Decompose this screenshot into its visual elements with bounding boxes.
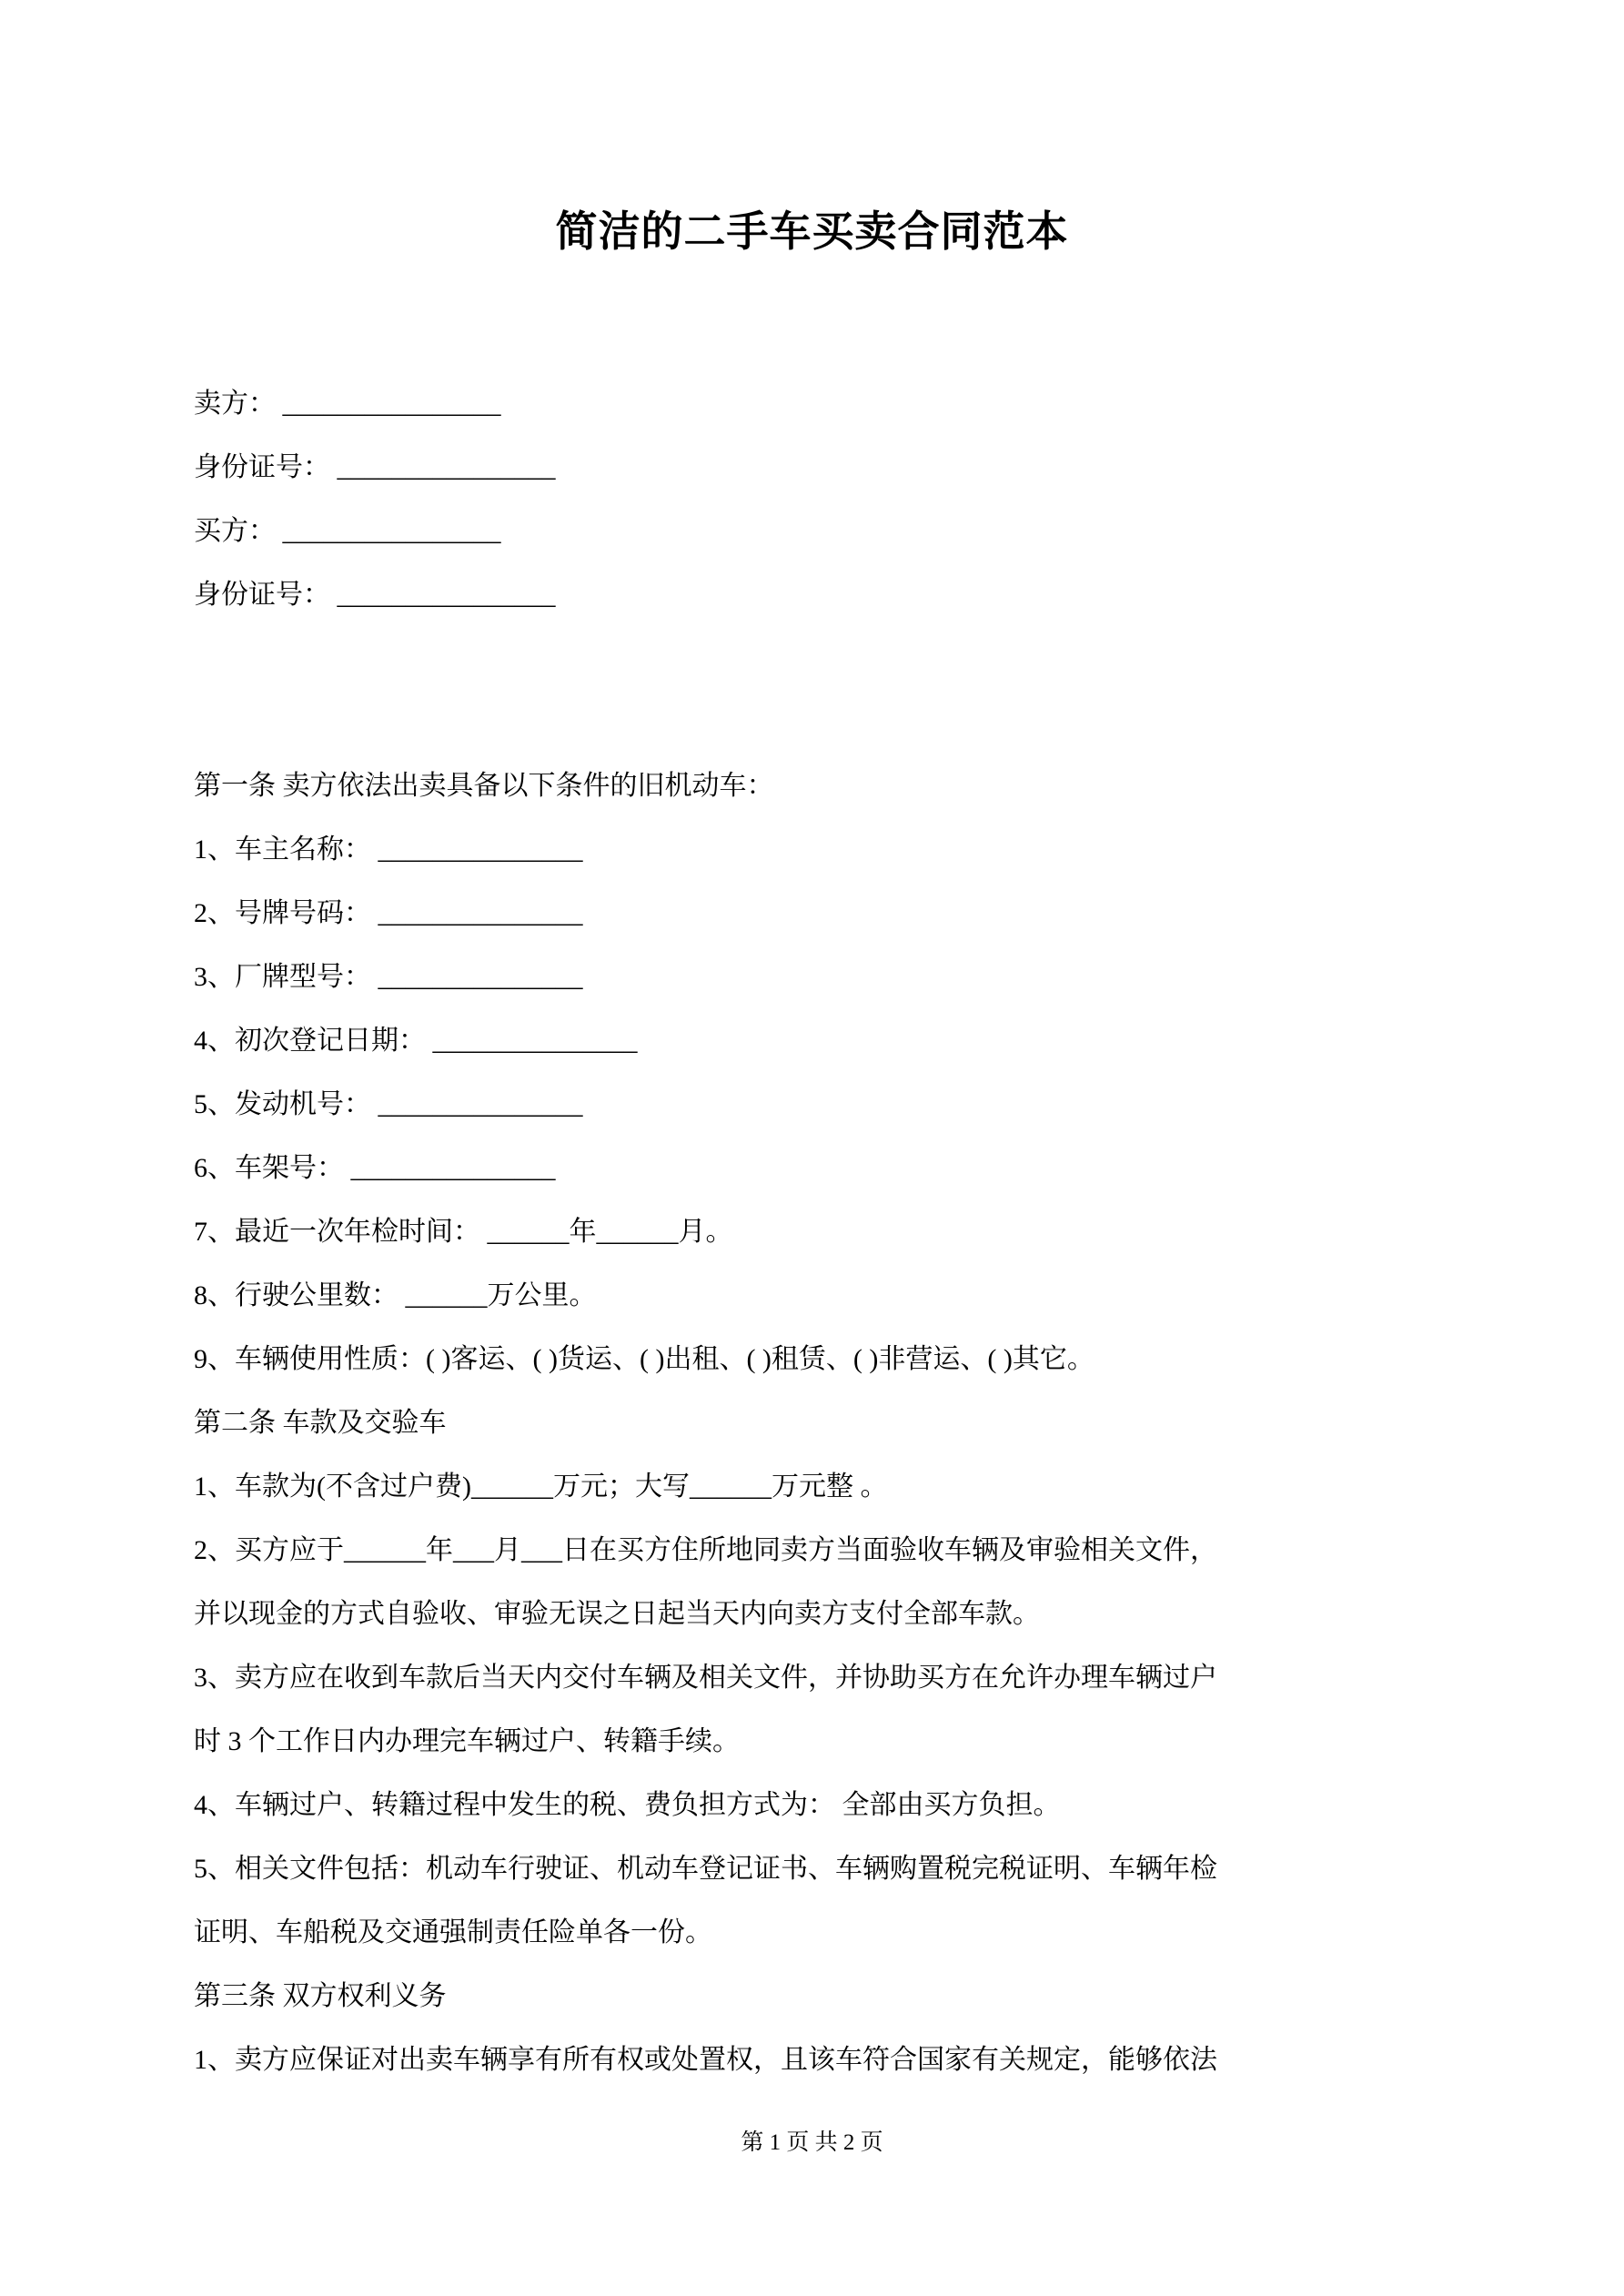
article2-item-inspection-line2: 并以现金的方式自验收、审验无误之日起当天内向卖方支付全部车款。 <box>194 1599 1040 1629</box>
article2-item-price: 1、车款为(不含过户费)______万元；大写______万元整 。 <box>194 1472 888 1502</box>
article2-item-tax-burden: 4、车辆过户、转籍过程中发生的税、费负担方式为： 全部由买方负担。 <box>194 1790 1061 1820</box>
article2-item-documents-line1: 5、相关文件包括：机动车行驶证、机动车登记证书、车辆购置税完税证明、车辆年检 <box>194 1854 1217 1884</box>
article1-item-owner-name: 1、车主名称： _______________ <box>194 834 583 865</box>
article1-item-plate-number: 2、号牌号码： _______________ <box>194 898 583 928</box>
article3-heading: 第三条 双方权利义务 <box>194 1981 447 2011</box>
seller-id-field: 身份证号： ________________ <box>194 452 556 482</box>
document-title: 简洁的二手车买卖合同范本 <box>555 208 1069 255</box>
article1-item-frame-number: 6、车架号： _______________ <box>194 1153 556 1183</box>
buyer-id-field: 身份证号： ________________ <box>194 580 556 610</box>
article1-item-last-inspection: 7、最近一次年检时间： ______年______月。 <box>194 1217 733 1247</box>
article1-item-engine-number: 5、发动机号： _______________ <box>194 1089 583 1119</box>
blank-line <box>194 691 1515 754</box>
article1-item-brand-model: 3、厂牌型号： _______________ <box>194 962 583 992</box>
article2-item-delivery-line1: 3、卖方应在收到车款后当天内交付车辆及相关文件，并协助买方在允许办理车辆过户 <box>194 1663 1217 1693</box>
article2-item-inspection-line1: 2、买方应于______年___月___日在买方住所地同卖方当面验收车辆及审验相关文件， <box>194 1535 1217 1565</box>
document-body <box>194 372 1515 2092</box>
article3-item-ownership-line1: 1、卖方应保证对出卖车辆享有所有权或处置权，且该车符合国家有关规定，能够依法 <box>194 2045 1217 2075</box>
article1-item-usage-type: 9、车辆使用性质：( )客运、( )货运、( )出租、( )租赁、( )非营运、( )其它。 <box>194 1344 1094 1374</box>
page-number-indicator: 第 1 页 共 2 页 <box>741 2130 883 2155</box>
seller-field: 卖方： ________________ <box>194 389 501 419</box>
buyer-field: 买方： ________________ <box>194 516 501 546</box>
article2-item-delivery-line2: 时 3 个工作日内办理完车辆过户、转籍手续。 <box>194 1726 740 1756</box>
article2-item-documents-line2: 证明、车船税及交通强制责任险单各一份。 <box>194 1917 712 1947</box>
article2-heading: 第二条 车款及交验车 <box>194 1408 447 1438</box>
article1-item-mileage: 8、行驶公里数： ______万公里。 <box>194 1280 597 1310</box>
article1-heading: 第一条 卖方依法出卖具备以下条件的旧机动车： <box>194 771 774 801</box>
article1-item-first-registration-date: 4、初次登记日期： _______________ <box>194 1026 638 1056</box>
blank-line <box>194 627 1515 691</box>
